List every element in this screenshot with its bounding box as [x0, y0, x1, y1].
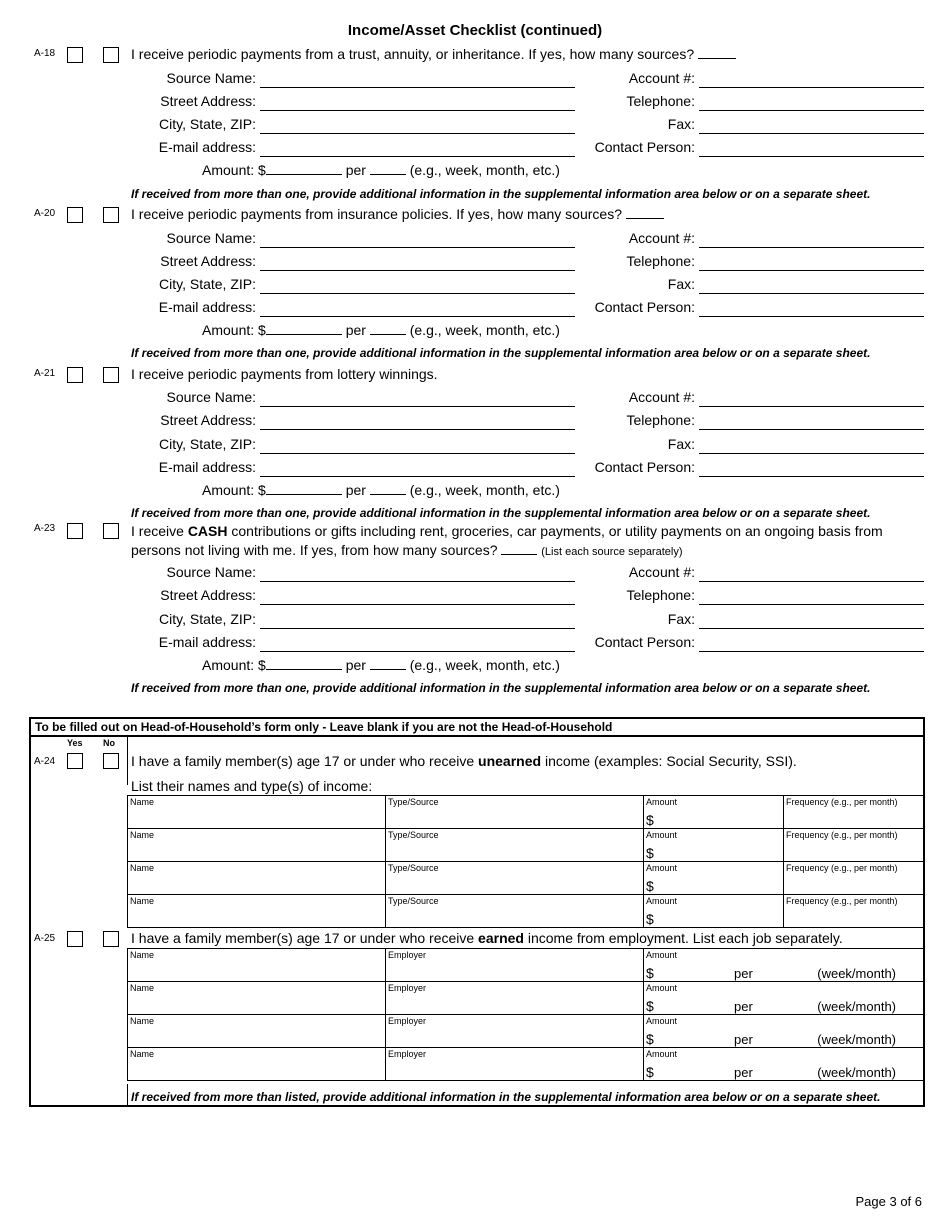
name-cell[interactable]: Name	[128, 1048, 386, 1081]
telephone-input[interactable]	[699, 429, 924, 430]
type-source-cell[interactable]: Type/Source	[386, 895, 644, 928]
table-row	[128, 982, 925, 1015]
period-input[interactable]	[370, 483, 406, 495]
contact-person-input[interactable]	[699, 316, 924, 317]
question-text: I receive CASH contributions or gifts including rent, groceries, car payments, or utility payments on an ongoing basis from	[131, 523, 883, 539]
source-name-label: Source Name:	[166, 389, 256, 405]
contact-person-label: Contact Person:	[594, 139, 695, 155]
fax-input[interactable]	[699, 628, 924, 629]
no-checkbox[interactable]	[103, 753, 119, 769]
question-text: I receive periodic payments from a trust, annuity, or inheritance. If yes, how many sources?	[131, 45, 736, 64]
email-input[interactable]	[260, 316, 575, 317]
amount-input[interactable]	[266, 163, 342, 175]
employer-cell[interactable]: Employer	[386, 1048, 644, 1081]
contact-person-input[interactable]	[699, 156, 924, 157]
city-state-zip-label: City, State, ZIP:	[159, 611, 256, 627]
name-cell[interactable]: Name	[128, 796, 386, 829]
question-text: I receive periodic payments from lottery winnings.	[131, 366, 438, 382]
contact-person-label: Contact Person:	[594, 299, 695, 315]
additional-note: If received from more than one, provide additional information in the supplemental information area below or on a separate sheet.	[131, 346, 871, 360]
question-id: A-23	[34, 523, 56, 534]
yes-checkbox[interactable]	[67, 367, 83, 383]
city-state-zip-input[interactable]	[260, 453, 575, 454]
hoh-header: To be filled out on Head-of-Household’s form only - Leave blank if you are not the Head-of-Household	[31, 719, 923, 737]
name-cell[interactable]: Name	[128, 982, 386, 1015]
fax-label: Fax:	[667, 116, 695, 132]
amount-row: Amount: $ per (e.g., week, month, etc.)	[202, 657, 560, 673]
telephone-label: Telephone:	[626, 412, 695, 428]
table-row	[128, 895, 925, 928]
account-label: Account #:	[628, 70, 695, 86]
amount-input[interactable]	[266, 323, 342, 335]
city-state-zip-input[interactable]	[260, 293, 575, 294]
list-prompt: List their names and type(s) of income:	[131, 778, 373, 794]
employer-cell[interactable]: Employer	[386, 982, 644, 1015]
telephone-label: Telephone:	[626, 93, 695, 109]
street-address-input[interactable]	[260, 270, 575, 271]
no-checkbox[interactable]	[103, 523, 119, 539]
type-source-cell[interactable]: Type/Source	[386, 829, 644, 862]
name-cell[interactable]: Name	[128, 829, 386, 862]
no-column-header: No	[103, 738, 115, 748]
city-state-zip-label: City, State, ZIP:	[159, 116, 256, 132]
yes-checkbox[interactable]	[67, 207, 83, 223]
street-address-label: Street Address:	[160, 93, 256, 109]
question-id: A-25	[34, 933, 56, 944]
city-state-zip-label: City, State, ZIP:	[159, 436, 256, 452]
yes-checkbox[interactable]	[67, 47, 83, 63]
footer-note: If received from more than listed, provide additional information in the supplemental information area below or on a separate sheet.	[131, 1090, 881, 1104]
type-source-cell[interactable]: Type/Source	[386, 862, 644, 895]
table-row	[128, 829, 925, 862]
table-row	[128, 796, 925, 829]
amount-cell[interactable]: Amount $ per (week/month)	[644, 1015, 925, 1048]
source-name-label: Source Name:	[166, 564, 256, 580]
account-label: Account #:	[628, 230, 695, 246]
amount-row: Amount: $ per (e.g., week, month, etc.)	[202, 482, 560, 498]
fax-label: Fax:	[667, 436, 695, 452]
page-number: Page 3 of 6	[855, 1194, 922, 1209]
no-checkbox[interactable]	[103, 207, 119, 223]
question-id: A-24	[34, 756, 56, 767]
account-input[interactable]	[699, 247, 924, 248]
fax-label: Fax:	[667, 276, 695, 292]
email-label: E-mail address:	[158, 299, 256, 315]
earned-income-table	[127, 948, 925, 1081]
amount-cell[interactable]: Amount $ per (week/month)	[644, 1048, 925, 1081]
telephone-label: Telephone:	[626, 587, 695, 603]
additional-note: If received from more than one, provide additional information in the supplemental information area below or on a separate sheet.	[131, 506, 871, 520]
employer-cell[interactable]: Employer	[386, 1015, 644, 1048]
table-row	[128, 949, 925, 982]
yes-column-header: Yes	[67, 738, 83, 748]
question-id: A-21	[34, 368, 56, 379]
amount-input[interactable]	[266, 658, 342, 670]
street-address-label: Street Address:	[160, 587, 256, 603]
street-address-input[interactable]	[260, 110, 575, 111]
source-name-input[interactable]	[260, 406, 575, 407]
fax-label: Fax:	[667, 611, 695, 627]
table-row	[128, 1015, 925, 1048]
email-input[interactable]	[260, 651, 575, 652]
table-row	[128, 1048, 925, 1081]
question-id: A-20	[34, 208, 56, 219]
name-cell[interactable]: Name	[128, 949, 386, 982]
yes-checkbox[interactable]	[67, 931, 83, 947]
no-checkbox[interactable]	[103, 931, 119, 947]
city-state-zip-label: City, State, ZIP:	[159, 276, 256, 292]
contact-person-input[interactable]	[699, 476, 924, 477]
question-text: I have a family member(s) age 17 or under who receive unearned income (examples: Social Security, SSI).	[131, 753, 797, 769]
amount-cell[interactable]: Amount $	[644, 862, 784, 895]
city-state-zip-input[interactable]	[260, 628, 575, 629]
source-name-label: Source Name:	[166, 70, 256, 86]
account-label: Account #:	[628, 564, 695, 580]
fax-input[interactable]	[699, 133, 924, 134]
street-address-input[interactable]	[260, 429, 575, 430]
source-name-label: Source Name:	[166, 230, 256, 246]
street-address-label: Street Address:	[160, 253, 256, 269]
question-id: A-18	[34, 48, 56, 59]
amount-row: Amount: $ per (e.g., week, month, etc.)	[202, 322, 560, 338]
divider	[127, 927, 924, 928]
name-cell[interactable]: Name	[128, 862, 386, 895]
telephone-input[interactable]	[699, 110, 924, 111]
fax-input[interactable]	[699, 453, 924, 454]
table-row	[128, 862, 925, 895]
amount-cell[interactable]: Amount $	[644, 796, 784, 829]
page-title: Income/Asset Checklist (continued)	[347, 22, 603, 39]
additional-note: If received from more than one, provide additional information in the supplemental information area below or on a separate sheet.	[131, 187, 871, 201]
employer-cell[interactable]: Employer	[386, 949, 644, 982]
frequency-cell[interactable]: Frequency (e.g., per month)	[784, 829, 925, 862]
type-source-cell[interactable]: Type/Source	[386, 796, 644, 829]
divider	[127, 737, 128, 785]
name-cell[interactable]: Name	[128, 1015, 386, 1048]
source-name-input[interactable]	[260, 247, 575, 248]
additional-note: If received from more than one, provide additional information in the supplemental information area below or on a separate sheet.	[131, 681, 871, 695]
account-input[interactable]	[699, 87, 924, 88]
email-label: E-mail address:	[158, 459, 256, 475]
contact-person-input[interactable]	[699, 651, 924, 652]
amount-cell[interactable]: Amount $ per (week/month)	[644, 982, 925, 1015]
amount-row: Amount: $ per (e.g., week, month, etc.)	[202, 162, 560, 178]
telephone-input[interactable]	[699, 270, 924, 271]
yes-checkbox[interactable]	[67, 523, 83, 539]
source-name-input[interactable]	[260, 581, 575, 582]
sources-count-input[interactable]	[626, 207, 664, 219]
sources-count-input[interactable]	[501, 543, 537, 555]
email-input[interactable]	[260, 476, 575, 477]
frequency-cell[interactable]: Frequency (e.g., per month)	[784, 862, 925, 895]
amount-cell[interactable]: Amount $	[644, 895, 784, 928]
period-input[interactable]	[370, 323, 406, 335]
period-input[interactable]	[370, 658, 406, 670]
fax-input[interactable]	[699, 293, 924, 294]
frequency-cell[interactable]: Frequency (e.g., per month)	[784, 796, 925, 829]
source-name-input[interactable]	[260, 87, 575, 88]
name-cell[interactable]: Name	[128, 895, 386, 928]
period-input[interactable]	[370, 163, 406, 175]
email-input[interactable]	[260, 156, 575, 157]
street-address-label: Street Address:	[160, 412, 256, 428]
street-address-input[interactable]	[260, 604, 575, 605]
amount-cell[interactable]: Amount $ per (week/month)	[644, 949, 925, 982]
account-input[interactable]	[699, 581, 924, 582]
telephone-label: Telephone:	[626, 253, 695, 269]
no-checkbox[interactable]	[103, 367, 119, 383]
no-checkbox[interactable]	[103, 47, 119, 63]
frequency-cell[interactable]: Frequency (e.g., per month)	[784, 895, 925, 928]
unearned-income-table	[127, 795, 925, 928]
account-label: Account #:	[628, 389, 695, 405]
question-text: I have a family member(s) age 17 or under who receive earned income from employment. List each job separately.	[131, 930, 843, 946]
yes-checkbox[interactable]	[67, 753, 83, 769]
amount-cell[interactable]: Amount $	[644, 829, 784, 862]
sources-count-input[interactable]	[698, 47, 736, 59]
divider	[127, 1084, 128, 1106]
email-label: E-mail address:	[158, 634, 256, 650]
contact-person-label: Contact Person:	[594, 634, 695, 650]
question-text-line2: persons not living with me. If yes, from how many sources? (List each source separately)	[131, 542, 683, 558]
email-label: E-mail address:	[158, 139, 256, 155]
contact-person-label: Contact Person:	[594, 459, 695, 475]
account-input[interactable]	[699, 406, 924, 407]
city-state-zip-input[interactable]	[260, 133, 575, 134]
amount-input[interactable]	[266, 483, 342, 495]
telephone-input[interactable]	[699, 604, 924, 605]
question-text: I receive periodic payments from insurance policies. If yes, how many sources?	[131, 205, 664, 224]
